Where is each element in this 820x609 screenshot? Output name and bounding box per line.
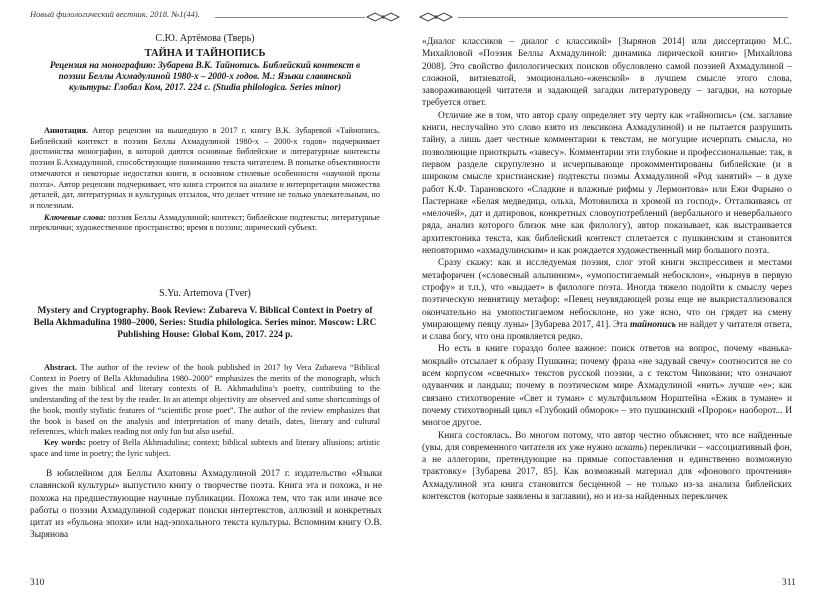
article-subtitle-ru: Рецензия на монографию: Зубарева В.К. Тайнопись. Библейский контекст в поэзии Беллы Ахмадулиной 1980-х – 2000-х годов. М.: Языки славянской культуры: Глобал Ком, 2017. 224 с. (Studia philologica. Series minor) [49,60,361,92]
author-ru: С.Ю. Артёмова (Тверь) [155,33,255,44]
paragraph: «Диалог классиков – диалог с классикой» [Зырянов 2014] или диссертацию М.С. Михайловой «Поэзия Беллы Ахмадулиной: динамика лирической книги» [Михайлова 2008]. Это свойство филологических поисков обусловлено самой поэзией Ахмадулиной – сложной, витиеватой, эмоционально-«женской» в лучшем смысле этого слова, завораживающей читателя и задающей загадки литературоведу – загадки, на которые требуется ответ. [422,37,792,109]
header-rule [215,17,365,18]
abstract-ru [30,126,380,234]
italic-term: искать [615,442,644,453]
italic-term: тайнопись [629,319,676,330]
running-title: Новый филологический вестник. 2018. №1(44). [30,9,200,19]
right-page [410,0,820,609]
keywords-en-text: poetry of Bella Akhmadulina; context; biblical subtexts and literary allusions; artistic space and time in poetry; the lyric subject. [30,437,381,458]
abstract-label: Аннотация. [44,126,89,135]
ornament-icon [365,12,405,22]
keywords-en-label: Key words: [44,437,86,447]
article-title-en: Mystery and Cryptography. Book Review: Zubareva V. Biblical Context in Poetry of Bella Akhmadulina 1980–2000, Series: Studia philologica. Series minor. Moscow: LRC Publishing House: Global Kom, 2017. 224 p. [33,306,377,340]
abstract-en-text: The author of the review of the book published in 2017 by Vera Zubareva “Biblical Context in Poetry of Bella Akhmadulina 1980–2000” emphasizes the merits of the monograph, which gives the main biblical and literary contexts of B. Akhmadulina’s poetry, contributing to the understanding of the text by the reader. In an attempt objectivity are observed and some shortcomings of the book, mostly stylistic features of “scientific prose poet”. The author of the review emphasizes that the book is based on the analysis and interpretation of many details, dates, literary and cultural references, which makes reading not only fun but also useful. [30,363,380,437]
paragraph: Сразу скажу: как и исследуемая поэзия, слог этой книги экспрессивен и местами метафоричен («словесный альпинизм», «умопостигаемый небосклон», «нырнув в первую строфу» и т.п.), что «выдает» в филологе поэта. Иногда тяжело подойти к смыслу через поэтическую невнятицу метафор: «Певец неувядающей розы еще не выкристаллизовался окончательно на умопостигаемом небосклоне, но уже ясно, что он грядет на смену умирающему певцу луны» [Зубарева 2017, 41]. Эта тайнопись не найдет у читателя ответа, и слава богу, что она проявляется редко. [422,258,793,343]
ornament-icon [418,12,458,22]
abstract-en-label: Abstract. [44,363,77,372]
abstract-en [30,363,380,459]
paragraph: Книга состоялась. Во многом потому, что автор честно объясняет, что все найденные (увы, для современного читателя их уже нужно искать) переклички – «ассоциативный фон, а не аллегории, претендующие на прямые сопоставления и единственно возможную трактовку» [Зубарева 2017, 85]. Как возможный материал для «фонового прочтения» Ахмадулиной эта книга становится бесценной – не только из-за анализа библейских контекстов (которые заявлены в заглавии), но и из-за найденных перекличек [422,430,793,502]
paragraph: Но есть в книге гораздо более важное: поиск ответов на вопрос, почему «ванька-мокрый» отсылает к образу Пушкина; почему фраза «не задувай свечу» соотносится не со всем корпусом «свечных» текстов русской поэзии, а с текстом Чиковани; что означают одуванчик и ландыш; почему в поэтическом мире Ахмадулиной «нить» лучше «е»; как связано стихотворение «Свет и туман» с мультфильмом Норштейна «Ежик в тумане» и почему стихотворный цикл «Глубокий обморок» – это пушкинский «Пророк» наоборот... И многое другое. [422,344,792,429]
body-text-left [30,468,382,542]
page-number-right: 311 [782,578,796,588]
author-en: S.Yu. Artemova (Tver) [159,288,251,299]
page-number-left: 310 [30,578,45,588]
body-text-right [422,36,792,503]
article-title-ru: ТАЙНА И ТАЙНОПИСЬ [144,48,266,59]
header-rule [458,17,788,18]
keywords-label: Ключевые слова: [44,212,106,222]
paragraph: Отличие же в том, что автор сразу определяет эту черту как «тайнопись» (см. заглавие книги, неслучайно это слово взято из лексикона Ахмадулиной) и не пытается разрушить тайну, а лишь дает честные комментарии к текстам, не могущие исчерпать смысла, но позволяющие приоткрыть «завесу». Комментарии эти глубокие и профессиональные: так, в первом разделе скрупулезно и исчерпывающе прокомментированы библейские (и в широком смысле христианские) подтексты поэмы Ахмадулиной «Род занятий» – в духе работ К.Ф. Тарановского «Сладкие и влажные рифмы у Лермонтова» или Ежи Фарыно о Пастернаке «Белая медведица, ольха, Мотовилиха и хромой из господ». Отталкиваясь от «мелочей», дат и датировок, конкретных словоупотреблений (вербального и невербального ряда, анализ которого близок мне как филологу), автор показывает, как выстраивается архитектоника текста, как библейский контекст сплетается с пушкинским и становится неповторимо «ахмадулинским» и как рождается художественный мир большого поэта. [422,110,792,257]
keywords-text: поэзия Беллы Ахмадулиной; контекст; библейские подтексты; литературные переклички; художественное пространство; время в поэзии; лирический субъект. [30,212,380,233]
paragraph: В юбилейном для Беллы Ахатовны Ахмадулиной 2017 г. издательство «Языки славянской культуры» выпустило книгу о творчестве поэта. Книга эта и похожа, и не похожа на предшествующие научные публикации. Похожа тем, что так или иначе все работы о поэзии Ахмадулиной содержат поиски интертекстов, аллюзий и конкретных цитат из «бульона эпохи» или над-эпохального текста культуры. Вспомним книгу О.В. Зырянова [30,469,382,541]
abstract-text: Автор рецензии на вышедшую в 2017 г. книгу В.К. Зубаревой «Тайнопись. Библейский контекст в поэзии Беллы Ахмадулиной 1980-х – 2000-х годов» подчеркивает достоинства монографии, в которой даются основные библейские и литературные контексты поэзии Б.Ахмадулиной, способствующие пониманию текста читателем. В попытке объективности отмечаются и некоторые недостатки книги, в основном стилевые особенности «научной прозы поэта». Автор рецензии подчеркивает, что книга строится на анализе и интерпретации множества деталей, дат, литературных и культурных отсылок, что делает чтение не только увлекательным, но и полезным. [30,126,380,210]
